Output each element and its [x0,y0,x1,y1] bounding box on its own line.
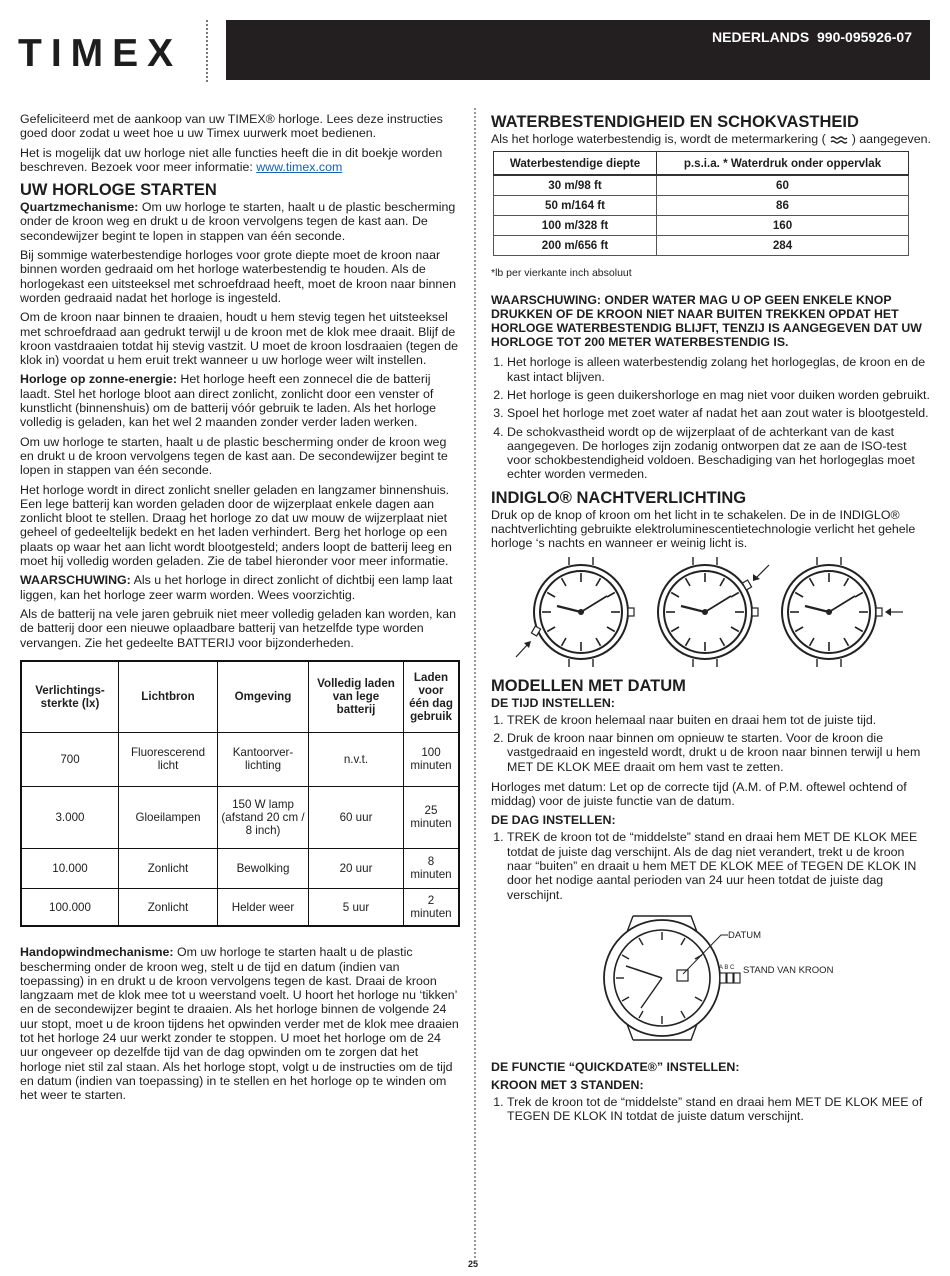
table-cell: Zonlicht [119,848,218,888]
solar-label: Horloge op zonne-energie: [20,372,177,387]
water-intro [491,132,931,146]
table-cell: 50 m/164 ft [494,196,657,216]
table-cell: Fluorescerend licht [119,732,218,786]
table-cell: n.v.t. [309,732,404,786]
water-intro-text: Als het horloge waterbestendig is, wordt de metermarkering ( [491,132,826,146]
list-item: 3. Spoel het horloge met zoet water af nadat het aan zout water is blootgesteld. [507,406,931,420]
label-crown-positions: A B C [719,964,735,971]
list-item: 1. TREK de kroon helemaal naar buiten en draai hem tot de juiste tijd. [507,713,931,727]
table-cell: 700 [21,732,119,786]
battery-paragraph: Als de batterij na vele jaren gebruik niet meer volledig geladen kan worden, kan de batterij door een nieuwe oplaadbare batterij van hetzelfde type worden vervangen. Zie het gedeelte BATTERIJ voor bijzonderheden. [20,606,457,650]
heading-start-watch: UW HORLOGE STARTEN [20,181,217,200]
table-cell: 10.000 [21,848,119,888]
indiglo-watches-illustration [491,557,931,667]
date-note-paragraph: Horloges met datum: Let op de correcte tijd (A.M. of P.M. oftewel ochtend of middag) voor de juiste functie van de datum. [491,779,907,809]
wave-mark-icon [830,135,848,145]
light-charging-table [20,660,460,928]
list-item: 1. Het horloge is alleen waterbestendig zolang het horlogeglas, de kroon en de kast intact blijven. [507,355,931,384]
solar-text: Het horloge heeft een zonnecel die de batterij laadt. Stel het horloge bloot aan direct zonlicht, zonlicht door een venster of kunstlicht (binnenshuis) om de batterij vóór gebruik te laden. Als het horloge volledig is geladen, kan het wel 2 maanden zonder verder laden werken. [20,372,437,430]
table-cell: Bewolking [218,848,309,888]
table-cell: 284 [657,236,909,256]
heading-water-resistance: WATERBESTENDIGHEID EN SCHOKVASTHEID [491,113,859,131]
table-header-row [494,152,909,176]
table-row [21,888,459,926]
water-crown-paragraph: Bij sommige waterbestendige horloges voor grote diepte moet de kroon naar binnen worden gedraaid om het horloge waterbestendig te houden. Als de horlogekast een uitsteeksel met schroefdraad heeft, moet de kroon naar binnen worden gedraaid nadat het horloge is ingesteld. [20,248,457,305]
watch-icon [604,916,740,1040]
header-divider [206,20,208,82]
list-item: 4. De schokvastheid wordt op de wijzerplaat of de achterkant van de kast aangegeven. De horloges zijn zodanig ontworpen dat ze aan de ISO-test voor schokbestendigheid voldoen. Beschadiging van het horlogeglas moet echter worden vermeden. [507,425,931,482]
heading-quickdate: DE FUNCTIE “QUICKDATE®” INSTELLEN: [491,1059,740,1074]
table-row [494,175,909,196]
table-header-cell: Omgeving [218,661,309,733]
table-cell: 200 m/656 ft [494,236,657,256]
watch-icon [782,557,903,667]
watch-icon [658,557,769,667]
quartz-paragraph [20,200,460,243]
list-item: 2. Het horloge is geen duikershorloge en mag niet voor duiken worden gebruikt. [507,388,931,402]
table-cell: 100 minuten [404,732,460,786]
table-header-cell: p.s.i.a. * Waterdruk onder oppervlak [657,152,909,176]
table-row [21,786,459,848]
underwater-warning: WAARSCHUWING: ONDER WATER MAG U OP GEEN ENKELE KNOP DRUKKEN OF DE KROON NIET NAAR BUITEN TREKKEN OPDAT HET HORLOGE WATERBESTENDIG BLIJFT, TENZIJ IS AANGEGEVEN DAT UW HORLOGE TOT 200 METER WATERBESTENDIG IS. [491,292,922,350]
timex-website-link[interactable]: www.timex.com [256,159,343,174]
sunlight-paragraph: Het horloge wordt in direct zonlicht sneller geladen en langzamer binnenshuis. Een lege batterij kan worden geladen door de wijzerplaat enkele dagen aan zonlicht bloot te stellen. Draag het horloge zo dat uw mouw de wijzerplaat niet geheel of gedeeltelijk bedekt en het laden verhindert. Berg het horloge op een plaats op waar het aan licht wordt blootgesteld; anders loopt de batterij leeg en moet hij volledig worden geladen. Zie de tabel hieronder voor meer informatie. [20,482,452,569]
date-watch-diagram [491,908,931,1048]
page-number: 25 [468,1259,479,1269]
header-title: NEDERLANDS 990-095926-07 [712,29,912,45]
table-cell: 100.000 [21,888,119,926]
timex-logo: TIMEX [18,32,183,75]
heading-set-time: DE TIJD INSTELLEN: [491,695,615,710]
table-header-cell: Waterbestendige diepte [494,152,657,176]
table-row [21,732,459,786]
heading-crown-3-positions: KROON MET 3 STANDEN: [491,1077,644,1092]
water-intro-text-end: ) aangegeven. [851,132,931,146]
table-cell: Zonlicht [119,888,218,926]
manual-wind-label: Handopwindmechanisme: [20,945,174,960]
table-cell: 3.000 [21,786,119,848]
table-row [494,196,909,216]
table-cell: Gloeilampen [119,786,218,848]
heat-warning-paragraph [20,573,460,602]
table-cell: 2 minuten [404,888,460,926]
heat-warning-text: Als u het horloge in direct zonlicht of dichtbij een lamp laat liggen, kan het horloge zeer warm worden. Wees voorzichtig. [20,573,453,602]
intro-more-info-text: Het is mogelijk dat uw horloge niet alle functies heeft die in dit boekje worden beschreven. Bezoek voor meer informatie: [20,145,443,174]
table-cell: Kantoorver-lichting [218,732,309,786]
quickdate-list [491,1095,931,1124]
column-divider [474,108,476,1258]
left-column [20,112,460,1108]
heat-warning-label: WAARSCHUWING: [20,573,131,588]
table-header-cell: Lichtbron [119,661,218,733]
table-cell: 25 minuten [404,786,460,848]
intro-more-info [20,146,460,175]
table-row [494,216,909,236]
table-cell: 30 m/98 ft [494,175,657,196]
table-header-row [21,661,459,733]
watch-icon [516,557,634,667]
header-bar [226,20,930,80]
water-list [491,355,931,481]
label-date: DATUM [728,929,762,941]
table-cell: 60 uur [309,786,404,848]
day-list [491,830,931,901]
label-crown-position: STAND VAN KROON [743,964,834,976]
table-header-cell: Verlichtings-sterkte (lx) [21,661,119,733]
psi-footnote: *lb per vierkante inch absoluut [491,267,632,280]
heading-set-day: DE DAG INSTELLEN: [491,813,616,828]
table-cell: 5 uur [309,888,404,926]
list-item: 2. Druk de kroon naar binnen om opnieuw te starten. Voor de kroon die vastgedraaid en ingesteld wordt, drukt u de kroon naar binnen terwijl u hem MET DE KLOK MEE draait om hem vast te zetten. [507,731,931,774]
heading-date-models: MODELLEN MET DATUM [491,676,686,695]
water-resistance-table [493,151,909,256]
table-cell: 86 [657,196,909,216]
table-header-cell: Volledig laden van lege batterij [309,661,404,733]
screw-crown-paragraph: Om de kroon naar binnen te draaien, houdt u hem stevig tegen het uitsteeksel met schroefdraad aan gedrukt terwijl u de kroon met de klok mee draait. Blijf de kroon vastdraaien totdat hij stevig vastzit. U moet de kroon losdraaien (tegen de klok in) voordat u hem eruit trekt wanneer u uw horloge weer wilt instellen. [20,310,459,368]
solar-start-paragraph: Om uw horloge te starten, haalt u de plastic bescherming onder de kroon weg en drukt u de kroon vervolgens tegen de kast aan. De secondewijzer begint te lopen in stappen van één seconde. [20,434,448,478]
list-item: 1. Trek de kroon tot de “middelste” stand en draai hem MET DE KLOK MEE of TEGEN DE KLOK IN totdat de juiste datum verschijnt. [507,1095,931,1124]
manual-wind-text: Om uw horloge te starten haalt u de plastic bescherming onder de kroon weg, stelt u de tijd en datum (indien van toepassing) in en drukt u de kroon vervolgens tegen de kast. Draai de kroon langzaam met de klok mee tot u weerstand voelt. U hoort het horloge nu ‘tikken’ en de secondewijzer begint te draaien. Als het horloge binnen de volgende 24 uur stopt, moet u de kroon tijdens het opwinden verder met de klok mee draaien tot het horloge 24 uur werkt zonder te stoppen. U moet het horloge om de 24 uur ongeveer op dezelfde tijd van de dag opwinden om te zorgen dat het horloge niet stil zal staan. Als het horloge stopt, volgt u de instructies om de tijd en datum (indien van toepassing) in te stellen en het horloge op te winden om het weer te starten. [20,945,459,1103]
manual-wind-paragraph [20,945,460,1102]
table-cell: 100 m/328 ft [494,216,657,236]
table-cell: 150 W lamp (afstand 20 cm / 8 inch) [218,786,309,848]
right-column [491,112,931,1130]
solar-paragraph [20,372,460,429]
intro-paragraph: Gefeliciteerd met de aankoop van uw TIMEX® horloge. Lees deze instructies goed door zodat u weet hoe u uw Timex uurwerk moet bedienen. [20,112,443,141]
quartz-text: Om uw horloge te starten, haalt u de plastic bescherming onder de kroon weg en drukt u de kroon vervolgens tegen de kast aan. De secondewijzer begint te lopen in stappen van één seconde. [20,200,456,243]
table-cell: 60 [657,175,909,196]
list-item: 1. TREK de kroon tot de “middelste” stand en draai hem MET DE KLOK MEE totdat de juiste dag verschijnt. Als de dag niet verandert, trekt u de kroon naar “buiten” en draait u hem MET DE KLOK MEE of TEGEN DE KLOK IN door het nodige aantal perioden van 24 uur heen totdat de juiste dag verschijnt. [507,830,931,901]
table-cell: 20 uur [309,848,404,888]
table-cell: 160 [657,216,909,236]
table-header-cell: Laden voor één dag gebruik [404,661,460,733]
quartz-label: Quartzmechanisme: [20,200,139,215]
table-row [21,848,459,888]
table-cell: 8 minuten [404,848,460,888]
table-cell: Helder weer [218,888,309,926]
table-row [494,236,909,256]
time-list [491,713,931,774]
heading-indiglo: INDIGLO® NACHTVERLICHTING [491,488,747,507]
indiglo-paragraph: Druk op de knop of kroon om het licht in te schakelen. De in de INDIGLO® nachtverlichting gebruikte elektroluminescentietechnologie verlicht het gehele horloge ‘s nachts en wanneer er weinig licht is. [491,507,916,551]
